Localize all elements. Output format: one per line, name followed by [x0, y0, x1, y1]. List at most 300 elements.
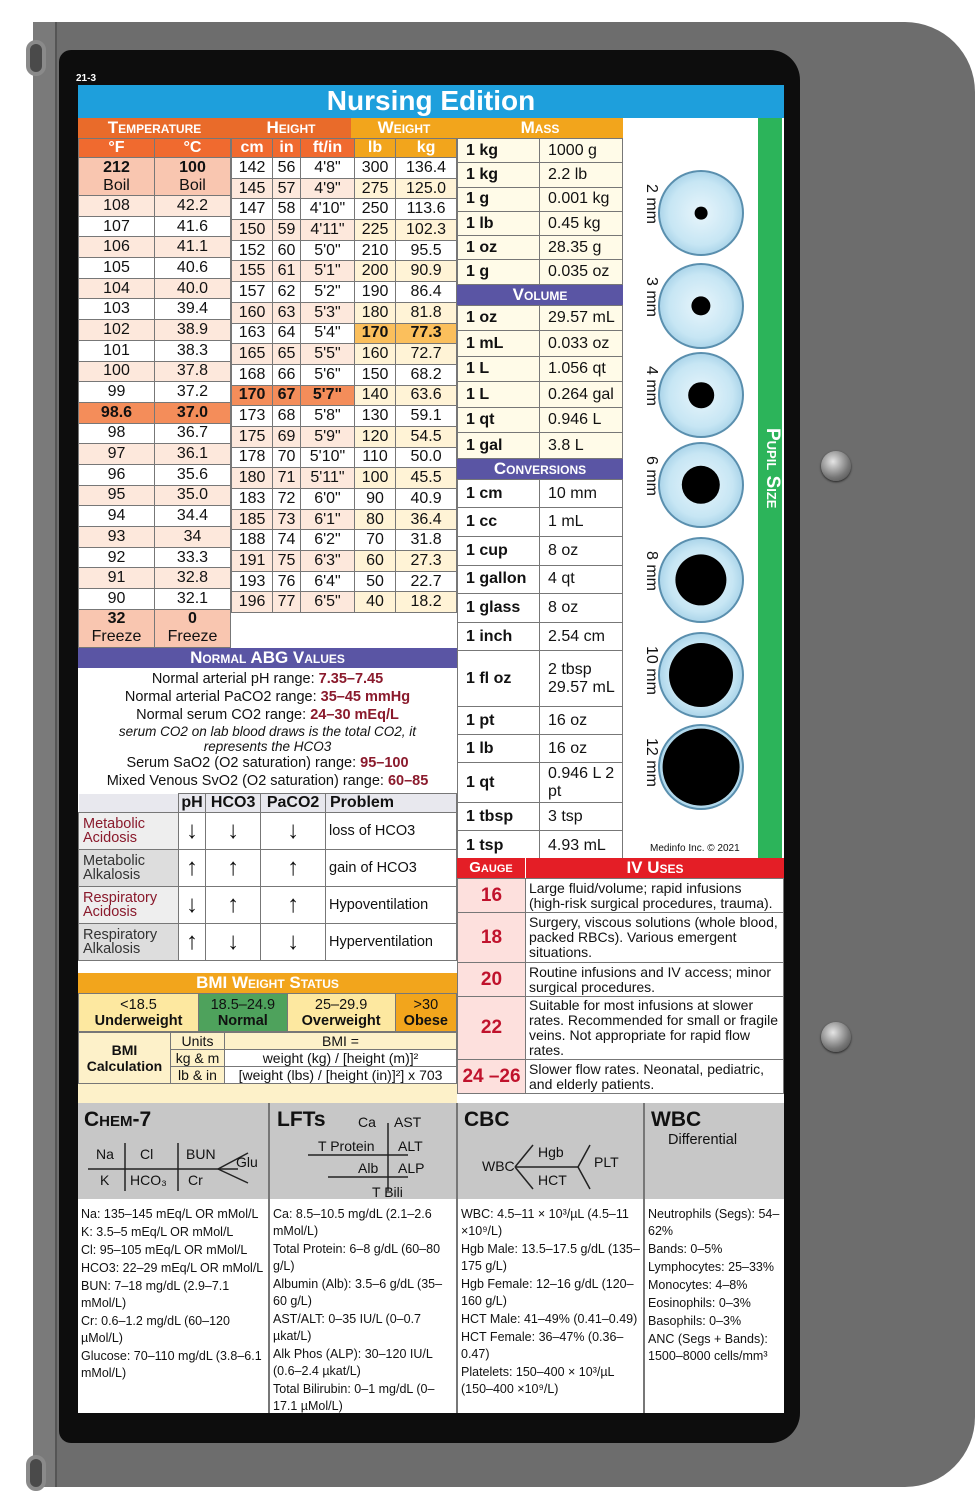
hw-lb: 250 [355, 199, 396, 220]
temp-c: 37.8 [155, 361, 231, 382]
hw-cm: 147 [232, 199, 273, 220]
svg-text:K: K [100, 1172, 110, 1188]
hw-in: 57 [273, 178, 301, 199]
hw-lb: 80 [355, 509, 396, 530]
conversions-equiv: 4.93 mL [540, 831, 623, 858]
temp-c: 32.1 [155, 589, 231, 610]
volume-unit: 1 L [458, 356, 540, 382]
conversions-unit: 1 cup [458, 536, 540, 565]
lab-fishbone-diagrams [78, 1103, 784, 1199]
cbc-line: Platelets: 150–400 × 10³/µL (150–400 ×10⁹/L) [461, 1365, 615, 1396]
hw-in: 75 [273, 551, 301, 572]
conversions-header: Conversions [457, 459, 623, 479]
volume-row [458, 407, 623, 433]
pupil-size-label-bar [758, 118, 782, 858]
volume-unit: 1 mL [458, 331, 540, 357]
temperature-header: Temperature [78, 118, 231, 138]
chem7-title: Chem-7 [84, 1108, 152, 1131]
mass-header: Mass [457, 118, 623, 138]
page-title: Nursing Edition [78, 85, 784, 118]
volume-row [458, 305, 623, 331]
hw-row [232, 302, 457, 323]
cbc-values [458, 1203, 643, 1402]
temp-row [79, 361, 231, 382]
hw-kg: 45.5 [396, 468, 457, 489]
mass-unit: 1 g [458, 187, 540, 211]
svg-text:Hgb: Hgb [538, 1144, 564, 1160]
temp-c: 39.4 [155, 299, 231, 320]
hw-in: 76 [273, 571, 301, 592]
hw-in: 58 [273, 199, 301, 220]
hw-kg: 36.4 [396, 509, 457, 530]
iv-row [458, 913, 784, 963]
temperature-table [78, 118, 231, 648]
iv-panel [457, 858, 784, 1103]
conversions-unit: 1 tbsp [458, 803, 540, 831]
hw-cm: 157 [232, 282, 273, 303]
temp-c: 0 Freeze [155, 609, 231, 647]
weight-header: Weight [351, 118, 457, 138]
iv-use-text: Routine infusions and IV access; minor surgical procedures. [526, 963, 784, 997]
hw-lb: 150 [355, 364, 396, 385]
hw-ftin: 5'2" [300, 282, 354, 303]
cbc-line: Hgb Female: 12–16 g/dL (120–160 g/L) [461, 1277, 634, 1308]
volume-unit: 1 L [458, 382, 540, 408]
temp-row [79, 402, 231, 423]
svg-text:Ca: Ca [358, 1114, 376, 1130]
hw-kg: 81.8 [396, 302, 457, 323]
hw-row [232, 530, 457, 551]
hw-row [232, 447, 457, 468]
hw-row [232, 385, 457, 406]
hw-lb: 225 [355, 220, 396, 241]
hw-row [232, 178, 457, 199]
bmi-category: >30 Obese [395, 994, 456, 1032]
abg-condition: Respiratory Acidosis [79, 887, 179, 924]
chem-line: Glucose: 70–110 mg/dL (3.8–6.1 mMol/L) [81, 1349, 262, 1380]
hw-lb: 275 [355, 178, 396, 199]
rivet-top [821, 451, 851, 481]
conversions-row [458, 594, 623, 623]
mass-row [458, 139, 623, 163]
temp-c: 42.2 [155, 196, 231, 217]
abg-col-paco2: PaCO2 [261, 794, 326, 813]
hw-kg: 63.6 [396, 385, 457, 406]
hw-cm: 142 [232, 158, 273, 179]
temp-row [79, 444, 231, 465]
wbc-line: Basophils: 0–3% [648, 1314, 742, 1328]
wbc-values [645, 1203, 784, 1369]
hw-cm: 191 [232, 551, 273, 572]
hw-in: 71 [273, 468, 301, 489]
bmi-unit-imperial: lb & in [171, 1067, 225, 1084]
chem-line: Cr: 0.6–1.2 mg/dL (60–120 µMol/L) [81, 1314, 230, 1345]
hw-ftin: 5'11" [300, 468, 354, 489]
hw-lb: 160 [355, 344, 396, 365]
hw-row [232, 199, 457, 220]
conversions-row [458, 831, 623, 858]
hw-kg: 18.2 [396, 592, 457, 613]
abg-row [79, 924, 457, 961]
hw-ftin: 4'10" [300, 199, 354, 220]
lab-panel [78, 1103, 784, 1413]
iv-row [458, 963, 784, 997]
svg-text:Alb: Alb [358, 1160, 379, 1176]
hw-lb: 60 [355, 551, 396, 572]
svg-text:Cr: Cr [188, 1172, 203, 1188]
wbc-line: Eosinophils: 0–3% [648, 1296, 751, 1310]
volume-header: Volume [457, 285, 623, 305]
hw-row [232, 344, 457, 365]
hw-cm: 173 [232, 406, 273, 427]
abg-arrow-icon: ↑ [261, 850, 326, 887]
conversions-row [458, 651, 623, 707]
abg-condition: Metabolic Alkalosis [79, 850, 179, 887]
temp-row [79, 464, 231, 485]
mass-row [458, 236, 623, 260]
iv-gauge: 20 [458, 963, 526, 997]
clipboard-spine [33, 22, 57, 1487]
temp-f: 91 [79, 568, 155, 589]
hw-kg: 68.2 [396, 364, 457, 385]
pupil-size-2mm-label: 2 mm [643, 184, 660, 224]
chem-line: K: 3.5–5 mEq/L OR mMol/L [81, 1225, 234, 1239]
mass-equiv: 0.001 kg [540, 187, 623, 211]
hw-kg: 77.3 [396, 323, 457, 344]
hw-kg: 40.9 [396, 489, 457, 510]
conversions-row [458, 803, 623, 831]
hw-ftin: 5'0" [300, 240, 354, 261]
hw-ftin: 6'1" [300, 509, 354, 530]
conversions-unit: 1 fl oz [458, 651, 540, 707]
hw-lb: 210 [355, 240, 396, 261]
binder-ring-bottom [26, 1455, 46, 1491]
pupil-8mm-icon [658, 537, 744, 623]
hw-lb: 140 [355, 385, 396, 406]
temp-c: 38.9 [155, 320, 231, 341]
abg-note: serum CO2 on lab blood draws is the total CO2, it represents the HCO3 [118, 724, 417, 754]
hw-row [232, 261, 457, 282]
temp-c: 33.3 [155, 547, 231, 568]
conversions-equiv: 1 mL [540, 508, 623, 537]
temp-f: 93 [79, 527, 155, 548]
hw-cm: 196 [232, 592, 273, 613]
hw-row [232, 323, 457, 344]
lft-line: Ca: 8.5–10.5 mg/dL (2.1–2.6 mMol/L) [273, 1207, 432, 1238]
iv-row [458, 1060, 784, 1094]
temp-f: 108 [79, 196, 155, 217]
hw-ftin: 4'11" [300, 220, 354, 241]
temp-row [79, 340, 231, 361]
hw-lb: 180 [355, 302, 396, 323]
hw-kg: 31.8 [396, 530, 457, 551]
col-c: °C [155, 139, 231, 158]
conversion-column [457, 118, 623, 858]
pupil-size-6mm-label: 6 mm [643, 456, 660, 496]
temp-row [79, 568, 231, 589]
svg-text:Glu: Glu [236, 1154, 258, 1170]
abg-sao2: Serum SaO2 (O2 saturation) range: 95–100 [126, 755, 409, 771]
hw-cm: 175 [232, 426, 273, 447]
hw-row [232, 158, 457, 179]
temp-f: 94 [79, 506, 155, 527]
hw-ftin: 6'2" [300, 530, 354, 551]
lft-title: LFTs [277, 1108, 326, 1131]
hw-kg: 86.4 [396, 282, 457, 303]
iv-use-text: Large fluid/volume; rapid infusions (high-risk surgical procedures, trauma). [526, 879, 784, 913]
hw-ftin: 6'4" [300, 571, 354, 592]
temp-f: 103 [79, 299, 155, 320]
bmi-eq-header: BMI = [225, 1033, 457, 1050]
hw-in: 72 [273, 489, 301, 510]
col-kg: kg [396, 139, 457, 158]
hw-cm: 163 [232, 323, 273, 344]
lft-line: Total Bilirubin: 0–1 mg/dL (0–17.1 µMol/L) [273, 1382, 435, 1413]
hw-kg: 125.0 [396, 178, 457, 199]
svg-text:T Protein: T Protein [318, 1138, 375, 1154]
col-in: in [273, 139, 301, 158]
hw-in: 60 [273, 240, 301, 261]
volume-row [458, 382, 623, 408]
hw-cm: 188 [232, 530, 273, 551]
bmi-panel [78, 973, 457, 1103]
chem-line: Na: 135–145 mEq/L OR mMol/L [81, 1207, 259, 1221]
pupil-size-label: Pupil Size [762, 428, 783, 509]
volume-equiv: 1.056 qt [540, 356, 623, 382]
conversions-unit: 1 tsp [458, 831, 540, 858]
temp-row [79, 589, 231, 610]
hw-cm: 178 [232, 447, 273, 468]
hw-ftin: 5'8" [300, 406, 354, 427]
pupil-size-8mm-label: 8 mm [643, 551, 660, 591]
conversions-row [458, 479, 623, 508]
hw-in: 64 [273, 323, 301, 344]
abg-arrow-icon: ↑ [179, 924, 206, 961]
col-lb: lb [355, 139, 396, 158]
hw-in: 68 [273, 406, 301, 427]
abg-col-ph: pH [179, 794, 206, 813]
hw-ftin: 5'7" [300, 385, 354, 406]
bmi-category: <18.5 Underweight [79, 994, 199, 1032]
temp-f: 105 [79, 258, 155, 279]
chem-line: Cl: 95–105 mEq/L OR mMol/L [81, 1243, 248, 1257]
temp-f: 101 [79, 340, 155, 361]
abg-arrow-icon: ↓ [261, 924, 326, 961]
temp-row [79, 196, 231, 217]
temp-c: 36.1 [155, 444, 231, 465]
conversions-unit: 1 lb [458, 735, 540, 763]
pupil-size-4mm-label: 4 mm [643, 366, 660, 406]
temp-row [79, 237, 231, 258]
hw-lb: 110 [355, 447, 396, 468]
hw-ftin: 6'3" [300, 551, 354, 572]
conversions-row [458, 565, 623, 594]
conversions-equiv: 0.946 L 2 pt [540, 763, 623, 803]
temp-c: 35.6 [155, 464, 231, 485]
hw-cm: 160 [232, 302, 273, 323]
hw-in: 69 [273, 426, 301, 447]
hw-kg: 22.7 [396, 571, 457, 592]
height-weight-table [231, 118, 457, 648]
svg-text:PLT: PLT [594, 1154, 619, 1170]
iv-gauge: 22 [458, 997, 526, 1060]
hw-row [232, 406, 457, 427]
temp-f: 98.6 [79, 402, 155, 423]
hw-ftin: 4'8" [300, 158, 354, 179]
conversions-row [458, 536, 623, 565]
bmi-category: 25–29.9 Overweight [287, 994, 395, 1032]
hw-cm: 145 [232, 178, 273, 199]
conversions-equiv: 8 oz [540, 594, 623, 623]
mass-equiv: 0.035 oz [540, 260, 623, 284]
volume-row [458, 433, 623, 459]
temp-f: 92 [79, 547, 155, 568]
temp-f: 102 [79, 320, 155, 341]
pupil-12mm-icon [658, 724, 744, 810]
wbc-subtitle: Differential [668, 1132, 738, 1148]
pupil-size-3mm-label: 3 mm [643, 277, 660, 317]
volume-equiv: 0.264 gal [540, 382, 623, 408]
hw-row [232, 489, 457, 510]
temp-row [79, 423, 231, 444]
hw-row [232, 571, 457, 592]
iv-gauge: 24 –26 [458, 1060, 526, 1094]
temp-f: 104 [79, 278, 155, 299]
hw-cm: 155 [232, 261, 273, 282]
pupil-3mm-icon [658, 263, 744, 349]
mass-equiv: 2.2 lb [540, 163, 623, 187]
hw-cm: 165 [232, 344, 273, 365]
iv-gauge: 16 [458, 879, 526, 913]
hw-ftin: 5'1" [300, 261, 354, 282]
temp-f: 99 [79, 382, 155, 403]
volume-equiv: 29.57 mL [540, 305, 623, 331]
hw-ftin: 5'3" [300, 302, 354, 323]
hw-kg: 59.1 [396, 406, 457, 427]
temp-c: 35.0 [155, 485, 231, 506]
svg-text:Cl: Cl [140, 1146, 154, 1162]
hw-cm: 168 [232, 364, 273, 385]
abg-paco2: Normal arterial PaCO2 range: 35–45 mmHg [124, 689, 411, 705]
temp-f: 95 [79, 485, 155, 506]
temp-row [79, 609, 231, 647]
conversions-unit: 1 cm [458, 479, 540, 508]
hw-lb: 190 [355, 282, 396, 303]
hw-ftin: 5'9" [300, 426, 354, 447]
temp-f: 212 Boil [79, 158, 155, 196]
abg-arrow-icon: ↑ [261, 887, 326, 924]
hw-in: 59 [273, 220, 301, 241]
wbc-line: Lymphocytes: 25–33% [648, 1260, 775, 1274]
cbc-title: CBC [464, 1108, 510, 1131]
temp-f: 107 [79, 216, 155, 237]
temp-c: 100 Boil [155, 158, 231, 196]
temp-row [79, 216, 231, 237]
binder-ring-top [26, 40, 46, 76]
hw-row [232, 551, 457, 572]
iv-row [458, 879, 784, 913]
hw-in: 74 [273, 530, 301, 551]
abg-problem: Hypoventilation [326, 887, 457, 924]
lft-values [270, 1203, 456, 1413]
hw-kg: 102.3 [396, 220, 457, 241]
temp-row [79, 485, 231, 506]
hw-ftin: 6'0" [300, 489, 354, 510]
mass-equiv: 1000 g [540, 139, 623, 163]
gauge-header: Gauge [457, 858, 525, 878]
iv-uses-header: IV Uses [525, 858, 784, 878]
hw-kg: 90.9 [396, 261, 457, 282]
abg-arrow-icon: ↓ [179, 813, 206, 850]
svg-text:WBC: WBC [482, 1158, 515, 1174]
hw-lb: 40 [355, 592, 396, 613]
hw-row [232, 240, 457, 261]
hw-ftin: 5'5" [300, 344, 354, 365]
conversions-equiv: 4 qt [540, 565, 623, 594]
iv-use-text: Suitable for most infusions at slower rates. Recommended for small or fragile veins. Not appropriate for rapid flow rates. [526, 997, 784, 1060]
temp-c: 40.0 [155, 278, 231, 299]
hw-ftin: 5'6" [300, 364, 354, 385]
chem-line: BUN: 7–18 mg/dL (2.9–7.1 mMol/L) [81, 1279, 230, 1310]
hw-kg: 50.0 [396, 447, 457, 468]
hw-row [232, 282, 457, 303]
conversions-unit: 1 gallon [458, 565, 540, 594]
rivet-bottom [821, 1022, 851, 1052]
mass-row [458, 187, 623, 211]
bmi-category: 18.5–24.9 Normal [199, 994, 288, 1032]
cbc-line: HCT Male: 41–49% (0.41–0.49) [461, 1312, 638, 1326]
lft-line: Albumin (Alb): 3.5–6 g/dL (35–60 g/L) [273, 1277, 443, 1308]
hw-lb: 100 [355, 468, 396, 489]
volume-equiv: 3.8 L [540, 433, 623, 459]
col-f: °F [79, 139, 155, 158]
hw-ftin: 5'4" [300, 323, 354, 344]
conversions-unit: 1 cc [458, 508, 540, 537]
abg-arrow-icon: ↓ [206, 813, 261, 850]
lft-line: AST/ALT: 0–35 IU/L (0–0.7 µkat/L) [273, 1312, 421, 1343]
hw-row [232, 364, 457, 385]
bmi-unit-metric: kg & m [171, 1050, 225, 1067]
temp-row [79, 382, 231, 403]
conversions-row [458, 508, 623, 537]
hw-in: 67 [273, 385, 301, 406]
abg-row [79, 887, 457, 924]
abg-arrow-icon: ↑ [179, 850, 206, 887]
hw-lb: 130 [355, 406, 396, 427]
temp-c: 34.4 [155, 506, 231, 527]
abg-condition: Metabolic Acidosis [79, 813, 179, 850]
conversions-row [458, 622, 623, 651]
abg-arrow-icon: ↓ [179, 887, 206, 924]
wbc-line: ANC (Segs + Bands): 1500–8000 cells/mm³ [648, 1332, 768, 1363]
bmi-categories [78, 993, 457, 1032]
abg-col-problem: Problem [326, 794, 457, 813]
conversions-equiv: 8 oz [540, 536, 623, 565]
col-ftin: ft/in [300, 139, 354, 158]
temp-c: 40.6 [155, 258, 231, 279]
bmi-header: BMI Weight Status [78, 973, 457, 993]
hw-lb: 50 [355, 571, 396, 592]
hw-lb: 300 [355, 158, 396, 179]
bmi-formula-metric: weight (kg) / [height (m)]² [225, 1050, 457, 1067]
hw-cm: 193 [232, 571, 273, 592]
mass-unit: 1 kg [458, 139, 540, 163]
hw-lb: 70 [355, 530, 396, 551]
temp-c: 36.7 [155, 423, 231, 444]
temp-c: 34 [155, 527, 231, 548]
conversions-equiv: 2.54 cm [540, 622, 623, 651]
mass-unit: 1 oz [458, 236, 540, 260]
